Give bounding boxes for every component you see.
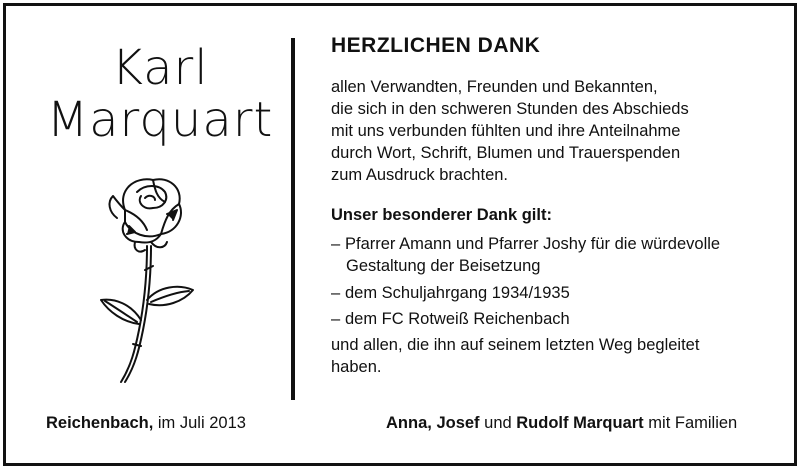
thanks-list-item bbox=[331, 308, 570, 330]
list-dash: – bbox=[331, 284, 341, 302]
place: Reichenbach, bbox=[46, 414, 154, 432]
deceased-last-name: Marquart bbox=[46, 92, 274, 148]
list-dash: – bbox=[331, 235, 341, 253]
thanks-line: zum Ausdruck brachten. bbox=[331, 166, 509, 184]
conjunction: und bbox=[484, 414, 512, 432]
thanks-line: mit uns verbunden fühlten und ihre Anteilnahme bbox=[331, 122, 681, 140]
list-item-text: dem FC Rotweiß Reichenbach bbox=[345, 310, 570, 328]
vertical-divider bbox=[291, 38, 295, 400]
thanks-paragraph bbox=[331, 76, 689, 186]
special-thanks-heading: Unser besonderer Dank gilt: bbox=[331, 206, 552, 224]
rose-icon bbox=[95, 170, 205, 390]
list-dash: – bbox=[331, 310, 341, 328]
list-item-text: Pfarrer Amann und Pfarrer Joshy für die würdevolle bbox=[345, 235, 721, 253]
thanks-list-item-continuation: Gestaltung der Beisetzung bbox=[346, 257, 541, 275]
date: im Juli 2013 bbox=[157, 414, 246, 432]
deceased-first-name: Karl bbox=[111, 40, 209, 96]
thanks-list-item bbox=[331, 282, 570, 304]
signer-name: Rudolf Marquart bbox=[516, 414, 644, 432]
signer-name: Josef bbox=[436, 414, 480, 432]
list-item-text: dem Schuljahrgang 1934/1935 bbox=[345, 284, 570, 302]
thanks-line: die sich in den schweren Stunden des Abschieds bbox=[331, 100, 689, 118]
signature bbox=[386, 414, 737, 433]
closing-line: und allen, die ihn auf seinem letzten Weg begleitet bbox=[331, 336, 700, 354]
thanks-line: durch Wort, Schrift, Blumen und Trauerspenden bbox=[331, 144, 681, 162]
place-date bbox=[46, 414, 246, 433]
closing-paragraph bbox=[331, 334, 699, 378]
thanks-heading: HERZLICHEN DANK bbox=[331, 34, 541, 57]
signer-name: Anna, bbox=[386, 414, 432, 432]
closing-line: haben. bbox=[331, 358, 382, 376]
thanks-list-item bbox=[331, 233, 720, 255]
families-text: mit Familien bbox=[648, 414, 738, 432]
thanks-line: allen Verwandten, Freunden und Bekannten, bbox=[331, 78, 658, 96]
